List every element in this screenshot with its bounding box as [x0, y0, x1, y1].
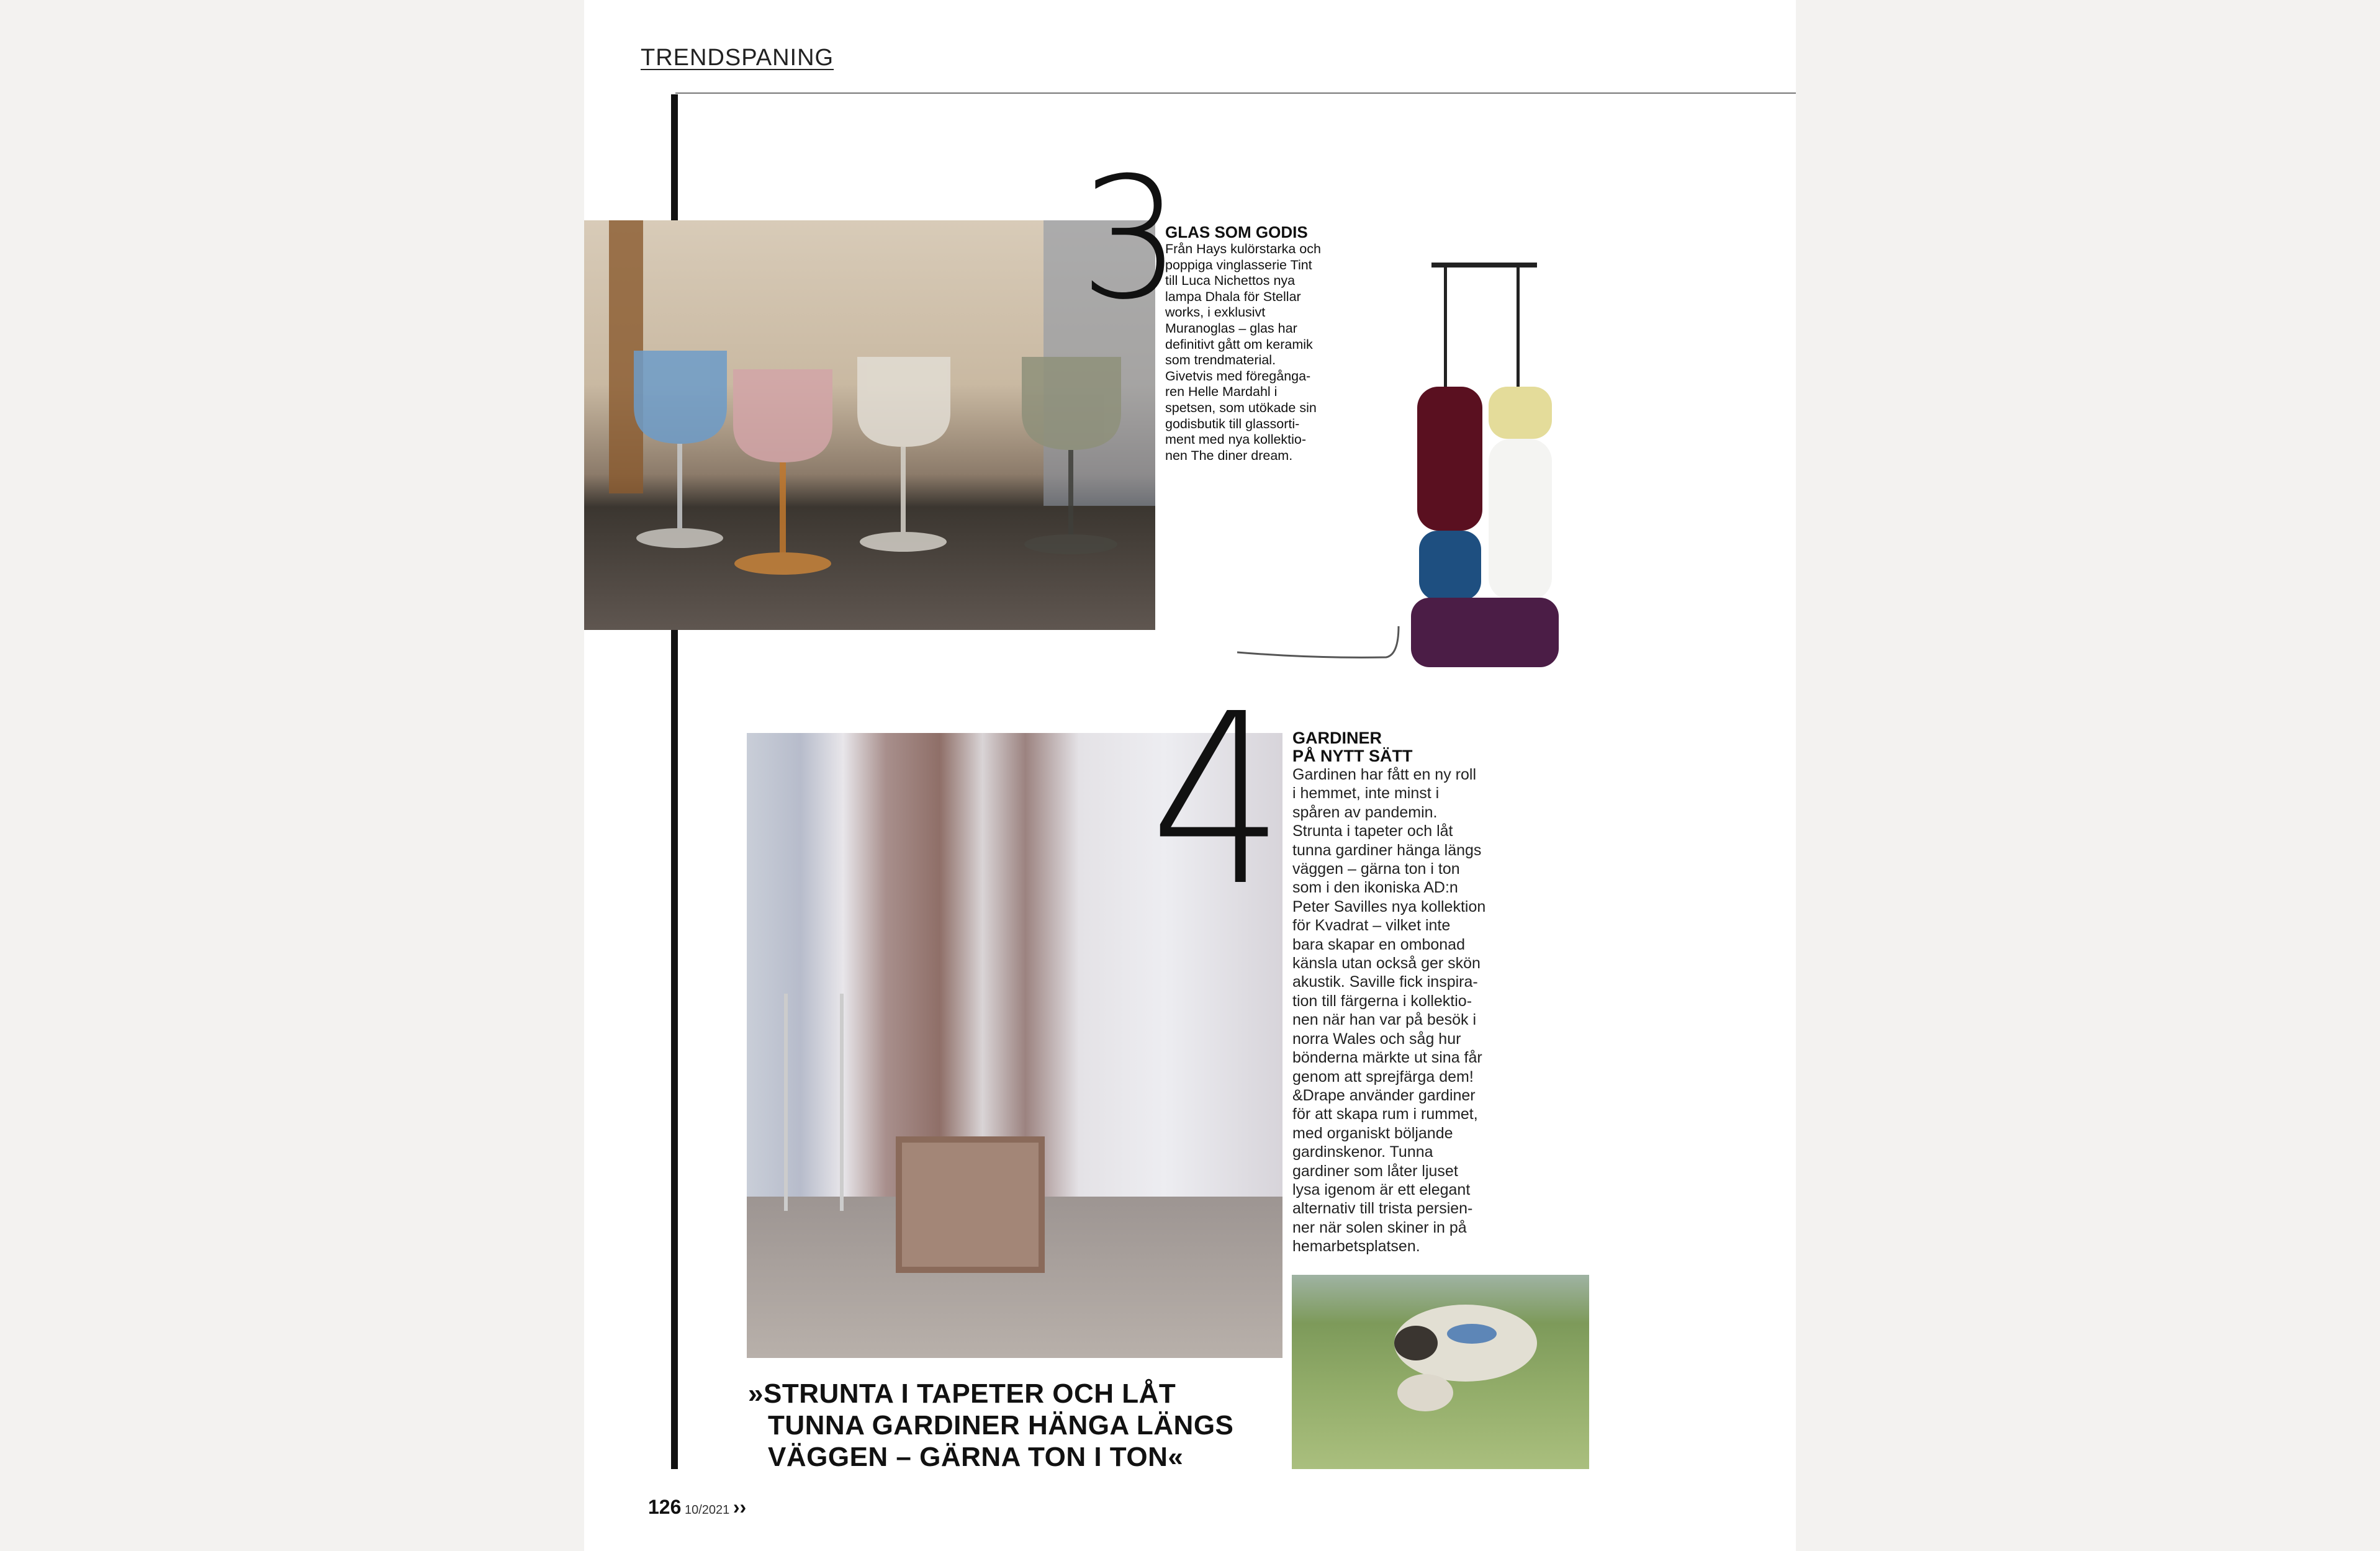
article-line: godisbutik till glassorti- — [1165, 416, 1300, 431]
article-line: gardiner som låter ljuset — [1292, 1162, 1458, 1180]
article-line: nen The diner dream. — [1165, 447, 1293, 463]
pull-quote — [748, 1378, 1294, 1473]
article-line: till Luca Nichettos nya — [1165, 273, 1296, 289]
article-line: works, i exklusivt — [1165, 305, 1266, 320]
dhala-lamp-photo — [1237, 263, 1560, 669]
article-line: lysa igenom är ett elegant — [1292, 1180, 1471, 1198]
article-line: i hemmet, inte minst i — [1292, 784, 1440, 802]
article-line: ner när solen skiner in på — [1292, 1218, 1467, 1236]
article-heading: GLAS SOM GODIS — [1165, 223, 1308, 241]
article-line: Muranoglas – glas har — [1165, 320, 1297, 336]
article-line: definitivt gått om keramik — [1165, 336, 1313, 352]
item-number: 3 — [1080, 141, 1181, 336]
article-line: akustik. Saville fick inspira- — [1292, 973, 1478, 991]
article-line: bara skapar en ombonad — [1292, 935, 1465, 953]
article-line: för att skapa rum i rummet, — [1292, 1105, 1478, 1123]
article-line: ment med nya kollektio- — [1165, 432, 1307, 447]
article-line: för Kvadrat – vilket inte — [1292, 917, 1451, 935]
article-line: tunna gardiner hänga längs — [1292, 841, 1482, 859]
article-line: hemarbetsplatsen. — [1292, 1238, 1420, 1256]
article-line: lampa Dhala för Stellar — [1165, 289, 1301, 304]
article-line: norra Wales och såg hur — [1292, 1030, 1461, 1048]
article-line: Gardinen har fått en ny roll — [1292, 766, 1476, 783]
article-line: ren Helle Mardahl i — [1165, 384, 1278, 400]
article-line: som trendmaterial. — [1165, 353, 1276, 368]
article-line: Givetvis med föregånga- — [1165, 368, 1311, 384]
article-heading-line: PÅ NYTT SÄTT — [1292, 747, 1413, 765]
article-heading-line: GARDINER — [1292, 729, 1382, 747]
next-arrows-icon: ›› — [732, 1496, 747, 1518]
issue-date: 10/2021 — [684, 1503, 730, 1517]
article-line: &Drape använder gardiner — [1292, 1086, 1476, 1104]
quote-line: VÄGGEN – GÄRNA TON I TON« — [768, 1442, 1184, 1472]
article-line: spetsen, som utökade sin — [1165, 400, 1317, 415]
article-line: Strunta i tapeter och låt — [1292, 822, 1453, 840]
header-rule — [675, 92, 1796, 94]
article-line: med organiskt böljande — [1292, 1124, 1453, 1142]
article-line: känsla utan också ger skön — [1292, 955, 1481, 973]
section-title: TRENDSPANING — [641, 45, 834, 71]
article-line: genom att sprejfärga dem! — [1292, 1068, 1474, 1086]
page-number: 126 — [648, 1496, 682, 1518]
article-text-curtains — [1292, 729, 1503, 1256]
article-line: tion till färgerna i kollektio- — [1292, 992, 1472, 1010]
article-line: gardinskenor. Tunna — [1292, 1143, 1433, 1161]
article-line: som i den ikoniska AD:n — [1292, 879, 1458, 897]
item-number: 4 — [1150, 663, 1285, 938]
article-line: Från Hays kulörstarka och — [1165, 241, 1321, 256]
article-line: nen när han var på besök i — [1292, 1011, 1477, 1029]
page-footer — [648, 1496, 746, 1519]
article-line: väggen – gärna ton i ton — [1292, 860, 1460, 878]
article-line: poppiga vinglasserie Tint — [1165, 257, 1312, 272]
quote-line: TUNNA GARDINER HÄNGA LÄNGS — [768, 1410, 1234, 1441]
article-line: bönderna märkte ut sina får — [1292, 1049, 1482, 1067]
article-line: alternativ till trista persien- — [1292, 1200, 1473, 1218]
article-line: Peter Savilles nya kollektion — [1292, 897, 1486, 915]
quote-line: »STRUNTA I TAPETER OCH LÅT — [748, 1378, 1176, 1409]
sheep-photo — [1292, 1275, 1589, 1469]
wine-glasses-photo — [584, 220, 1155, 630]
article-line: spåren av pandemin. — [1292, 803, 1438, 821]
